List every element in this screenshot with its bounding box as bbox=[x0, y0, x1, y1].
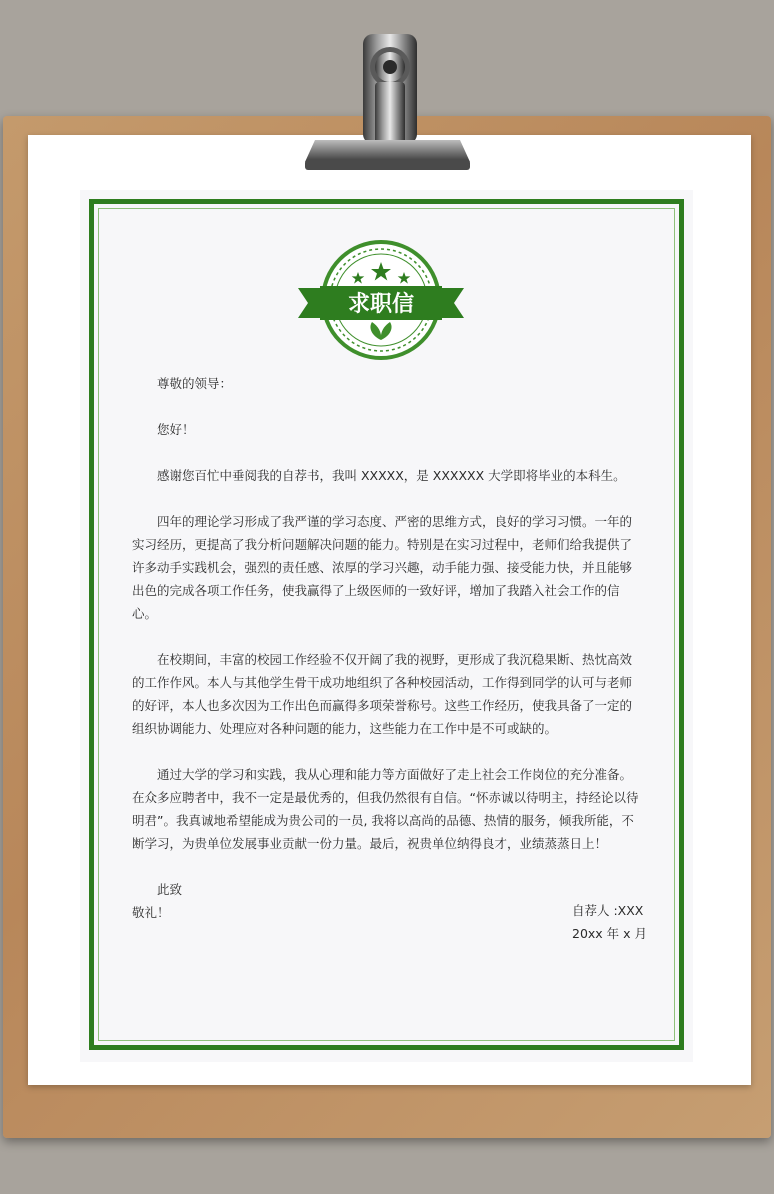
closing-salute: 敬礼！ bbox=[132, 905, 170, 920]
paragraph-closing: 通过大学的学习和实践，我从心理和能力等方面做好了走上社会工作岗位的充分准备。在众多应聘者中，我不一定是最优秀的，但我仍然很有自信。“怀赤诚以待明主，持经论以待明君”。我真诚地希望能成为贵公司的一员, 我将以高尚的品德、热情的服务，倾我所能，不断学习，为贵单位发展事业贡献一份力量。最后，祝贵单位纳得良才，业绩蒸蒸日上！ bbox=[132, 767, 639, 851]
letter-body bbox=[132, 372, 642, 924]
greeting: 您好！ bbox=[157, 422, 195, 437]
closing-respect: 此致 bbox=[157, 882, 183, 897]
date: 20xx 年 x 月 bbox=[572, 926, 648, 941]
paragraph-study: 四年的理论学习形成了我严谨的学习态度、严密的思维方式，良好的学习习惯。一年的实习经历，更提高了我分析问题解决问题的能力。特别是在实习过程中，老师们给我提供了许多动手实践机会，强烈的责任感、浓厚的学习兴趣，动手能力强、接受能力快，并且能够出色的完成各项工作任务，使我赢得了上级医师的一致好评，增加了我踏入社会工作的信心。 bbox=[132, 514, 633, 621]
binder-clip-icon bbox=[295, 22, 480, 177]
signer: 自荐人 :XXX bbox=[572, 903, 644, 918]
title-emblem bbox=[296, 240, 466, 360]
salutation: 尊敬的领导： bbox=[157, 376, 233, 391]
paragraph-intro: 感谢您百忙中垂阅我的自荐书，我叫 XXXXX，是 XXXXXX 大学即将毕业的本科生。 bbox=[157, 468, 626, 483]
paragraph-campus: 在校期间，丰富的校园工作经验不仅开阔了我的视野，更形成了我沉稳果断、热忱高效的工作作风。本人与其他学生骨干成功地组织了各种校园活动，工作得到同学的认可与老师的好评，本人也多次因为工作出色而赢得多项荣誉称号。这些工作经历，使我具备了一定的组织协调能力、处理应对各种问题的能力，这些能力在工作中是不可或缺的。 bbox=[132, 652, 633, 736]
emblem-title: 求职信 bbox=[347, 291, 415, 317]
